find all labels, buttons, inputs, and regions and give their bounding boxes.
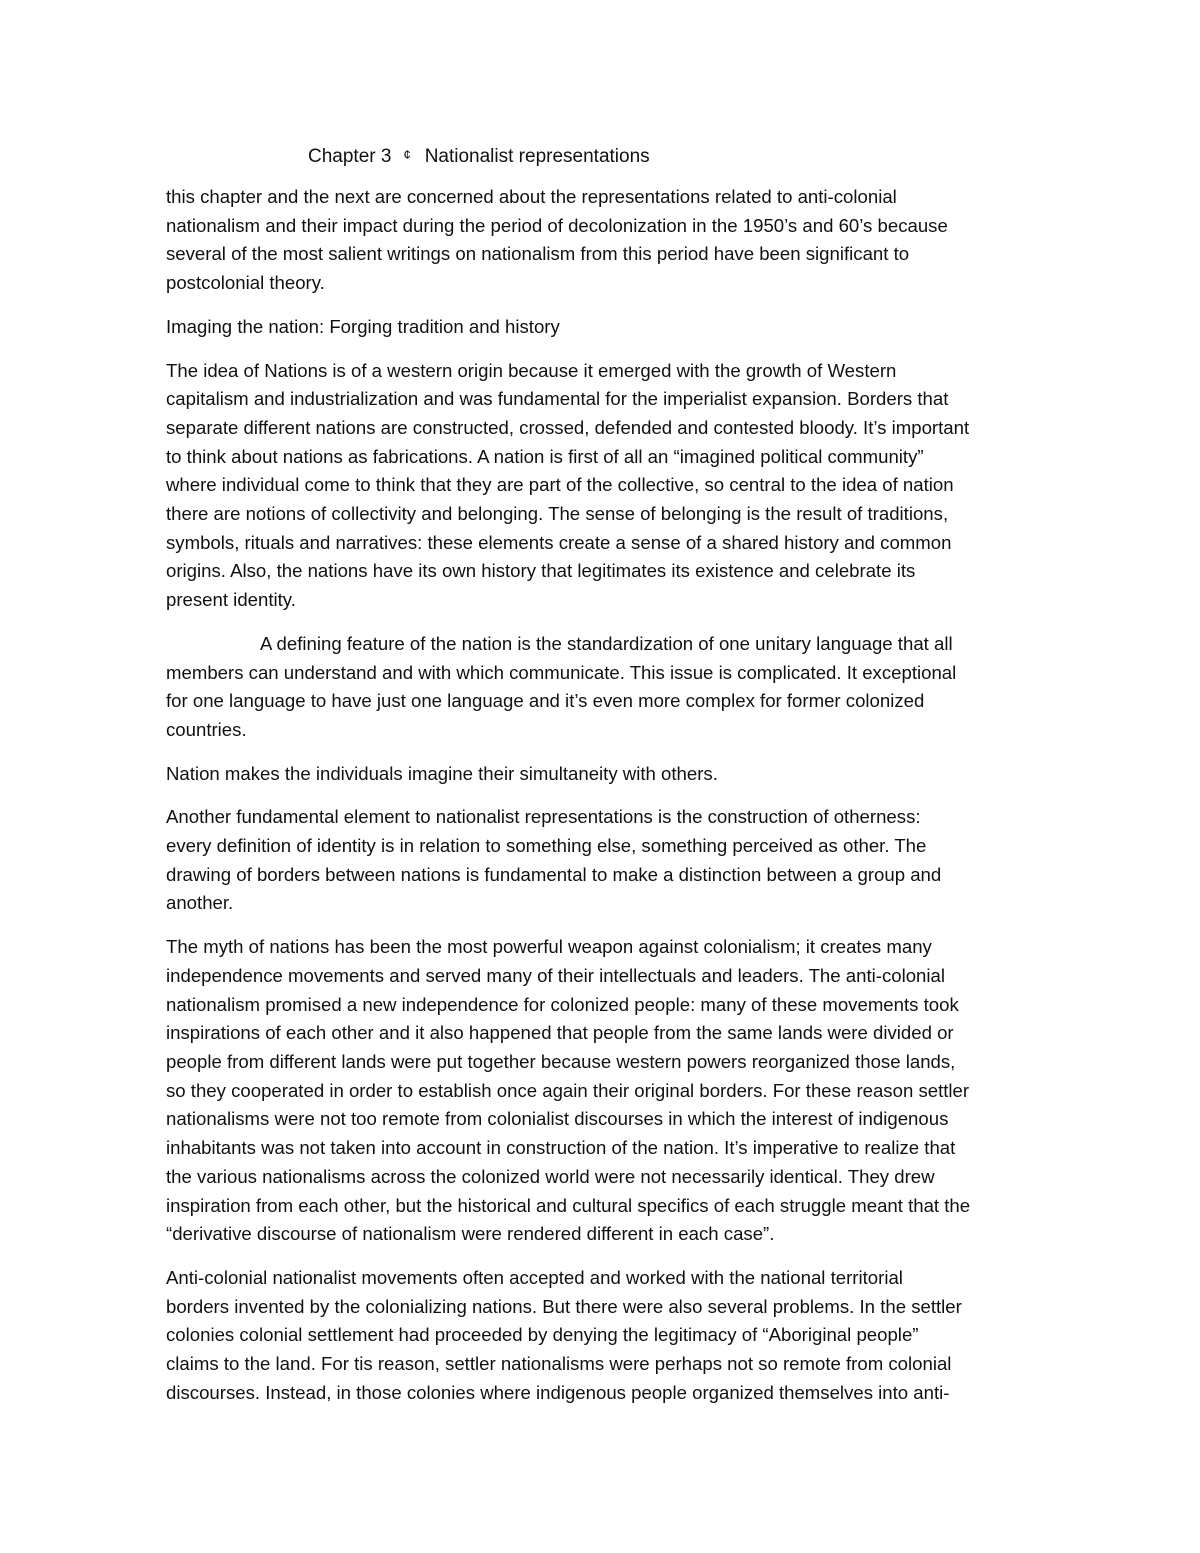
paragraph <box>166 760 1046 789</box>
text-line: discourses. Instead, in those colonies where indigenous people organized themselves into anti- <box>166 1381 950 1403</box>
text-line: people from different lands were put together because western powers reorganized those lands, <box>166 1050 956 1072</box>
text-line: Nation makes the individuals imagine their simultaneity with others. <box>166 762 718 784</box>
text-line: A defining feature of the nation is the standardization of one unitary language that all <box>260 632 953 654</box>
text-line: drawing of borders between nations is fundamental to make a distinction between a group and <box>166 863 942 885</box>
paragraph <box>166 183 1046 298</box>
text-line: this chapter and the next are concerned about the representations related to anti-colonial <box>166 186 897 207</box>
text-line: Imaging the nation: Forging tradition and history <box>166 315 560 337</box>
text-line: nationalism and their impact during the period of decolonization in the 1950’s and 60’s because <box>166 214 948 236</box>
text-line: another. <box>166 892 234 914</box>
text-line: separate different nations are constructed, crossed, defended and contested bloody. It’s important <box>166 416 970 438</box>
chapter-number: Chapter 3 <box>308 146 392 167</box>
text-line: countries. <box>166 718 247 740</box>
text-line: independence movements and served many of their intellectuals and leaders. The anti-colonial <box>166 964 945 986</box>
text-line: symbols, rituals and narratives: these elements create a sense of a shared history and common <box>166 531 952 553</box>
text-line: several of the most salient writings on nationalism from this period have been significant to <box>166 243 910 265</box>
text-line: to think about nations as fabrications. A nation is first of all an “imagined political community” <box>166 445 924 467</box>
text-line: claims to the land. For tis reason, settler nationalisms were perhaps not so remote from colonial <box>166 1353 952 1375</box>
document-body <box>166 183 1046 1422</box>
paragraph <box>166 1264 1046 1408</box>
text-line: colonies colonial settlement had proceeded by denying the legitimacy of “Aboriginal people” <box>166 1324 919 1346</box>
text-line: inhabitants was not taken into account in construction of the nation. It’s imperative to realize that <box>166 1137 956 1159</box>
text-line: where individual come to think that they are part of the collective, so central to the idea of nation <box>166 474 954 496</box>
section-heading <box>166 313 1046 342</box>
text-line: “derivative discourse of nationalism were rendered different in each case”. <box>166 1223 775 1245</box>
text-line: origins. Also, the nations have its own history that legitimates its existence and celebrate its <box>166 560 916 582</box>
paragraph <box>166 933 1046 1249</box>
text-line: every definition of identity is in relation to something else, something perceived as other. The <box>166 835 927 857</box>
text-line: the various nationalisms across the colonized world were not necessarily identical. They drew <box>166 1165 935 1187</box>
text-line: so they cooperated in order to establish once again their original borders. For these reason settler <box>166 1079 970 1101</box>
text-line: The myth of nations has been the most powerful weapon against colonialism; it creates many <box>166 936 932 958</box>
text-line: capitalism and industrialization and was fundamental for the imperialist expansion. Borders that <box>166 388 949 410</box>
text-line: borders invented by the colonializing nations. But there were also several problems. In the settler <box>166 1295 962 1317</box>
text-line: there are notions of collectivity and belonging. The sense of belonging is the result of traditions, <box>166 503 949 525</box>
text-line: postcolonial theory. <box>166 272 325 294</box>
paragraph <box>166 803 1046 918</box>
text-line: present identity. <box>166 589 296 611</box>
text-line: Another fundamental element to nationalist representations is the construction of otherness: <box>166 806 921 828</box>
paragraph <box>166 630 1046 745</box>
text-line: Anti-colonial nationalist movements often accepted and worked with the national territorial <box>166 1266 903 1288</box>
text-line: inspirations of each other and it also happened that people from the same lands were divided or <box>166 1022 954 1044</box>
text-line: nationalisms were not too remote from colonialist discourses in which the interest of indigenous <box>166 1108 949 1130</box>
text-line: members can understand and with which communicate. This issue is complicated. It exceptional <box>166 661 957 683</box>
text-line: for one language to have just one language and it’s even more complex for former colonized <box>166 690 925 712</box>
text-line: inspiration from each other, but the historical and cultural specifics of each struggle meant that the <box>166 1194 971 1216</box>
chapter-subject: Nationalist representations <box>424 146 650 167</box>
title-separator-mark: ¢ <box>403 147 411 162</box>
text-line: The idea of Nations is of a western origin because it emerged with the growth of Western <box>166 359 897 381</box>
chapter-title <box>308 141 650 171</box>
paragraph <box>166 357 1046 615</box>
text-line: nationalism promised a new independence for colonized people: many of these movements took <box>166 993 959 1015</box>
